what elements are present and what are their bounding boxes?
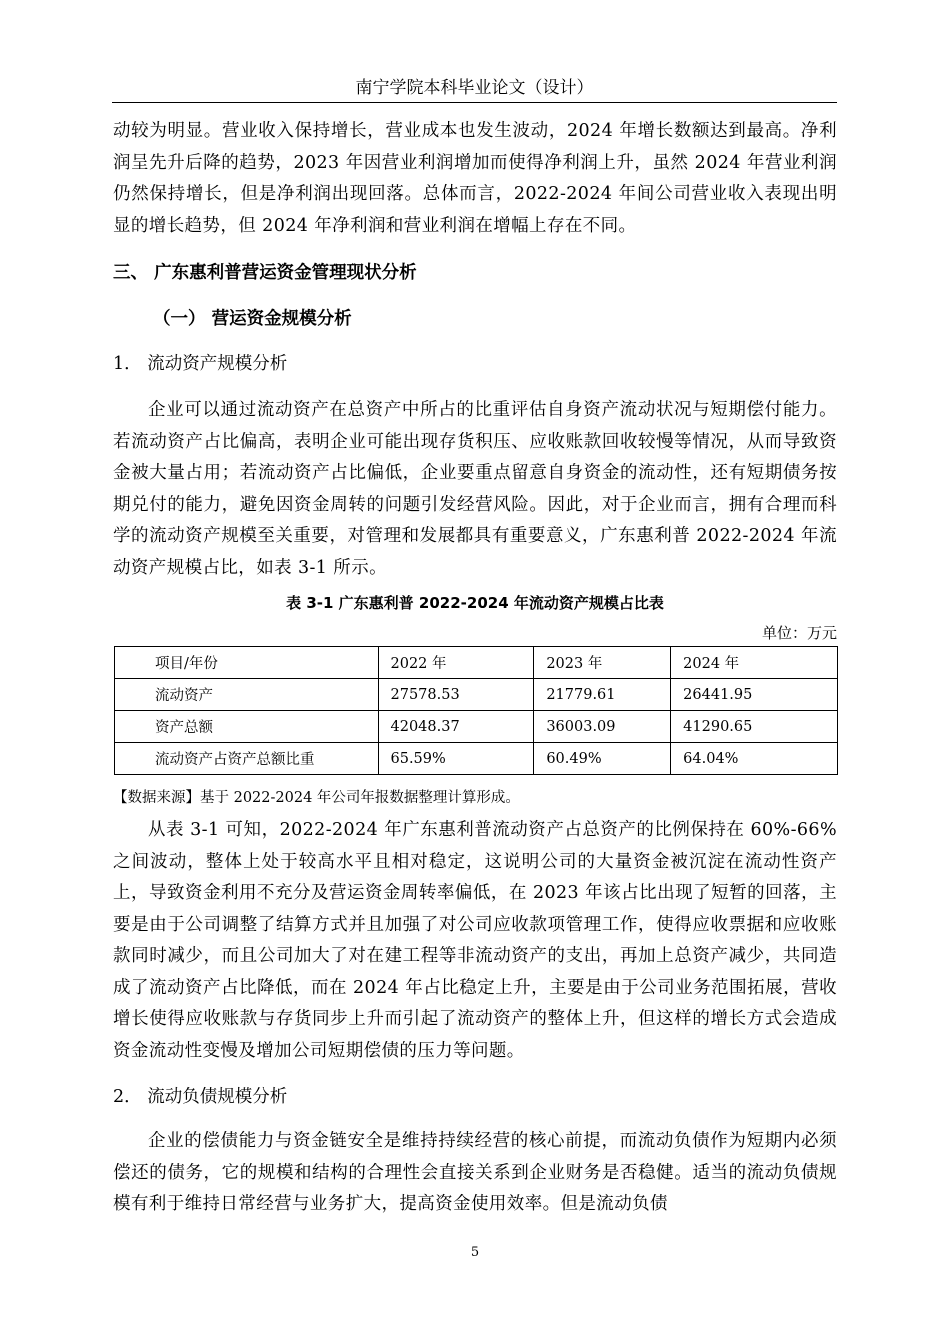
table-cell: 21779.61 bbox=[534, 679, 671, 711]
table-cell: 41290.65 bbox=[671, 711, 838, 743]
table-cell: 26441.95 bbox=[671, 679, 838, 711]
table-header-cell: 2022 年 bbox=[378, 647, 534, 679]
page-number: 5 bbox=[470, 1245, 480, 1260]
table-cell: 资产总额 bbox=[115, 711, 379, 743]
item-heading-current-liabilities: 2． 流动负债规模分析 bbox=[113, 1087, 288, 1107]
table-row bbox=[115, 679, 838, 711]
table-cell: 64.04% bbox=[671, 743, 838, 775]
table-cell: 27578.53 bbox=[378, 679, 534, 711]
table-cell: 流动资产占资产总额比重 bbox=[115, 743, 379, 775]
table-cell: 流动资产 bbox=[115, 679, 379, 711]
table-cell: 36003.09 bbox=[534, 711, 671, 743]
page-header: 南宁学院本科毕业论文（设计） bbox=[112, 74, 837, 103]
table-cell: 42048.37 bbox=[378, 711, 534, 743]
table-header-cell: 2023 年 bbox=[534, 647, 671, 679]
paragraph-profit-trend: 动较为明显。营业收入保持增长，营业成本也发生波动，2024 年增长数额达到最高。净利润呈先升后降的趋势，2023 年因营业利润增加而使得净利润上升，虽然 2024 年营业利润仍然保持增长，但是净利润出现回落。总体而言，2022-2024 年间公司营业收入表现出明显的增长趋势，但 2024 年净利润和营业利润在增幅上存在不同。 bbox=[113, 121, 837, 236]
section-heading: 三、 广东惠利普营运资金管理现状分析 bbox=[113, 263, 417, 283]
table-cell: 60.49% bbox=[534, 743, 671, 775]
table-row bbox=[115, 743, 838, 775]
table-header-cell: 2024 年 bbox=[671, 647, 838, 679]
paragraph-current-liabilities-intro: 企业的偿债能力与资金链安全是维持持续经营的核心前提，而流动负债作为短期内必须偿还的债务，它的规模和结构的合理性会直接关系到企业财务是否稳健。适当的流动负债规模有利于维持日常经营与业务扩大，提高资金使用效率。但是流动负债 bbox=[113, 1131, 837, 1214]
table-cell: 65.59% bbox=[378, 743, 534, 775]
paragraph-current-assets-intro: 企业可以通过流动资产在总资产中所占的比重评估自身资产流动状况与短期偿付能力。若流动资产占比偏高，表明企业可能出现存货积压、应收账款回收较慢等情况，从而导致资金被大量占用；若流动资产占比偏低，企业要重点留意自身资金的流动性，还有短期债务按期兑付的能力，避免因资金周转的问题引发经营风险。因此，对于企业而言，拥有合理而科学的流动资产规模至关重要，对管理和发展都具有重要意义，广东惠利普 2022-2024 年流动资产规模占比，如表 3-1 所示。 bbox=[113, 400, 837, 578]
subsection-heading: （一） 营运资金规模分析 bbox=[153, 309, 352, 329]
current-assets-table bbox=[114, 646, 838, 775]
item-heading-current-assets: 1． 流动资产规模分析 bbox=[113, 354, 288, 374]
table-caption: 表 3-1 广东惠利普 2022-2024 年流动资产规模占比表 bbox=[286, 594, 664, 612]
table-header-row bbox=[115, 647, 838, 679]
table-unit: 单位：万元 bbox=[761, 624, 837, 642]
table-header-cell: 项目/年份 bbox=[115, 647, 379, 679]
table-row bbox=[115, 711, 838, 743]
table-source-note: 【数据来源】基于 2022-2024 年公司年报数据整理计算形成。 bbox=[113, 790, 520, 806]
paragraph-table-analysis: 从表 3-1 可知，2022-2024 年广东惠利普流动资产占总资产的比例保持在 60%-66%之间波动，整体上处于较高水平且相对稳定，这说明公司的大量资金被沉淀在流动性资产上，导致资金利用不充分及营运资金周转率偏低，在 2023 年该占比出现了短暂的回落，主要是由于公司调整了结算方式并且加强了对公司应收款项管理工作，使得应收票据和应收账款同时减少，而且公司加大了对在建工程等非流动资产的支出，再加上总资产减少，共同造成了流动资产占比降低，而在 2024 年占比稳定上升，主要是由于公司业务范围拓展，营收增长使得应收账款与存货同步上升而引起了流动资产的整体上升，但这样的增长方式会造成资金流动性变慢及增加公司短期偿债的压力等问题。 bbox=[113, 820, 837, 1061]
